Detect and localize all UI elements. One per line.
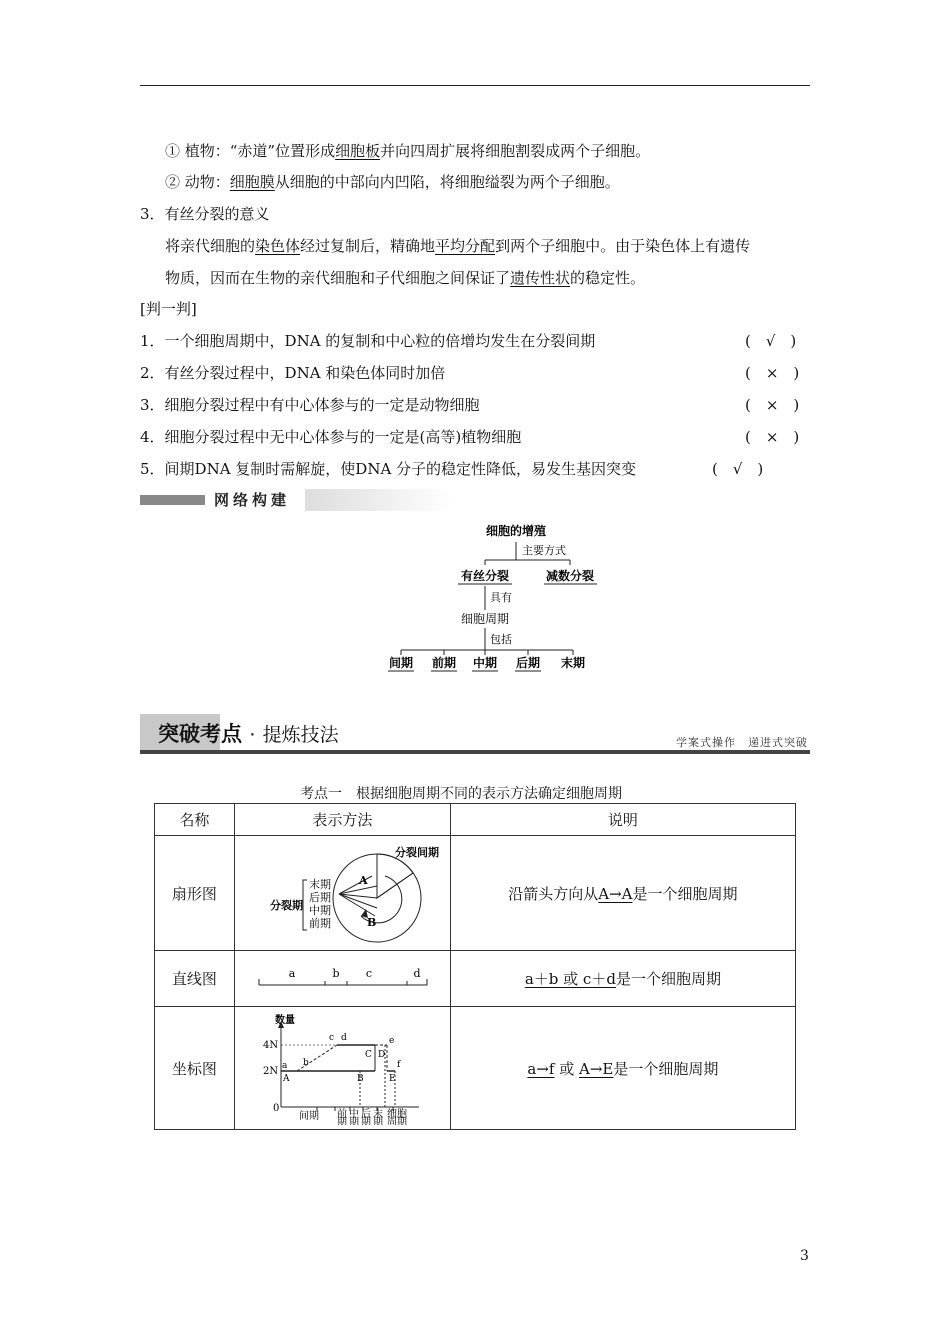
coord-xlabel2: 期 [361,1117,372,1125]
coord-pt: D [378,1050,386,1060]
concept-tree [380,515,620,680]
row-desc: 沿箭头方向从A→A是一个细胞周期 [450,836,795,951]
coord-xlabel: 末 [373,1109,384,1120]
significance-line-2: 物质，因而在生物的亲代细胞和子代细胞之间保证了遗传性状的稳定性。 [165,269,646,287]
table-caption: 考点一 根据细胞周期不同的表示方法确定细胞周期 [300,786,622,802]
tree-edge-has: 具有 [490,591,512,604]
linear-diagram-cell [234,951,450,1007]
header-rule [140,85,810,86]
judge-item: 1．一个细胞周期中，DNA 的复制和中心粒的倍增均发生在分裂间期 [140,332,596,350]
row-name: 坐标图 [155,1007,235,1130]
tree-mitosis: 有丝分裂 [460,569,510,583]
section-title: 突破考点 · 提炼技法 [158,722,339,746]
judge-mark: ( √ ) [745,332,797,350]
table-row [155,836,796,951]
linear-label: c [366,966,373,980]
table-header-row [155,804,796,836]
coord-pt: E [389,1074,396,1084]
judge-mark: ( √ ) [712,460,764,478]
page-number: 3 [800,1248,809,1264]
plant-line: ① 植物：“赤道”位置形成细胞板并向四周扩展将细胞割裂成两个子细胞。 [165,142,651,160]
section-subtitle: 学案式操作 递进式突破 [676,736,808,749]
judge-item: 2．有丝分裂过程中，DNA 和染色体同时加倍 [140,364,446,382]
coord-diagram-cell [234,1007,450,1130]
coord-xlabel2: 期 [373,1117,384,1125]
coord-pt: C [365,1050,373,1060]
pie-mitosis-label: 分裂期 [270,899,304,912]
banner-bar [140,495,205,505]
coord-xlabel2: 周期 [387,1117,408,1125]
coord-pt: B [357,1074,364,1084]
banner-rule [140,750,810,754]
animal-line: ② 动物：细胞膜从细胞的中部向内凹陷，将细胞缢裂为两个子细胞。 [165,173,620,191]
tree-edge-main: 主要方式 [522,544,566,557]
linear-label: d [413,966,421,980]
coord-y0: 0 [273,1103,280,1114]
pie-diagram [237,836,447,946]
row-name: 扇形图 [155,836,235,951]
coord-pt: a [282,1061,288,1071]
section-3-heading: 3．有丝分裂的意义 [140,205,270,223]
tree-phase: 后期 [515,656,541,670]
pie-phase-label: 末期 [309,878,332,891]
coord-pt: A [283,1074,290,1084]
pie-point-b: B [367,916,377,929]
linear-label: a [289,966,296,980]
header-method: 表示方法 [234,804,450,836]
pie-point-a: A [359,874,368,887]
tree-phase: 前期 [431,656,457,670]
tree-phase: 间期 [388,656,414,670]
coord-xlabel: 间期 [299,1111,320,1122]
judge-item: 4．细胞分裂过程中无中心体参与的一定是(高等)植物细胞 [140,428,522,446]
judge-item: 5．间期DNA 复制时需解旋，使DNA 分子的稳定性降低，易发生基因突变 [140,460,637,478]
row-desc: a＋b 或 c＋d是一个细胞周期 [450,951,795,1007]
judge-mark: ( × ) [745,428,800,446]
header-desc: 说明 [450,804,795,836]
cycle-table [154,803,796,1130]
coord-y2: 2N [263,1066,279,1077]
judge-mark: ( × ) [745,364,800,382]
linear-label: b [332,966,340,980]
row-name: 直线图 [155,951,235,1007]
tree-meiosis: 减数分裂 [545,569,595,583]
coord-xlabel2: 期 [349,1117,360,1125]
coord-diagram [237,1007,447,1125]
coord-pt: d [341,1033,348,1043]
coord-ylabel: 数量 [275,1015,296,1026]
coord-xlabel: 细胞 [387,1109,408,1120]
tree-phase: 末期 [560,656,586,670]
header-name: 名称 [155,804,235,836]
network-banner [140,489,370,511]
tree-edge-include: 包括 [490,633,512,646]
pie-diagram-cell [234,836,450,951]
coord-pt: f [397,1060,401,1070]
coord-pt: b [303,1058,310,1068]
coord-xlabel: 前 [337,1109,348,1120]
pie-phase-label: 中期 [309,904,332,917]
tree-cycle: 细胞周期 [460,612,510,626]
tree-root: 细胞的增殖 [485,524,547,538]
coord-y4: 4N [263,1040,279,1051]
coord-pt: e [389,1036,395,1046]
section-banner [140,714,810,754]
coord-pt: c [329,1033,335,1043]
table-row [155,1007,796,1130]
pie-phase-label: 后期 [309,891,332,904]
row-desc: a→f 或 A→E是一个细胞周期 [450,1007,795,1130]
coord-xlabel: 中 [349,1109,360,1120]
judge-mark: ( × ) [745,396,800,414]
network-banner-title: 网络构建 [210,489,298,511]
banner-arrow [305,489,455,511]
pie-phase-label: 前期 [309,917,332,930]
tree-phase: 中期 [472,656,498,670]
coord-xlabel: 后 [361,1109,372,1120]
judge-item: 3．细胞分裂过程中有中心体参与的一定是动物细胞 [140,396,480,414]
coord-xlabel2: 期 [337,1117,348,1125]
table-row [155,951,796,1007]
judge-header: [判一判] [140,300,197,318]
linear-diagram [237,957,447,997]
pie-interphase-label: 分裂间期 [395,846,440,859]
significance-line-1: 将亲代细胞的染色体经过复制后，精确地平均分配到两个子细胞中。由于染色体上有遗传 [165,237,751,255]
